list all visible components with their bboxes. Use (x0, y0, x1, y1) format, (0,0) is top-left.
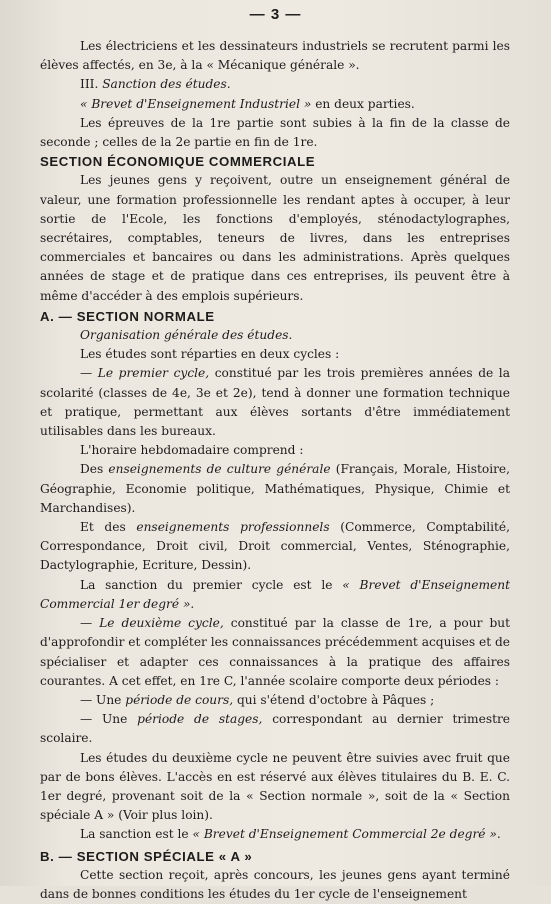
sanction-deuxieme-cycle-brevet: « Brevet d'Enseignement Commercial 2e degré ». (192, 827, 501, 842)
section-eco-heading: SECTION ÉCONOMIQUE COMMERCIALE (40, 154, 316, 170)
paragraph-deuxieme-cycle (40, 614, 510, 691)
page-number: — 3 — (249, 6, 302, 23)
sanction-subheading (40, 75, 510, 94)
brevet-industriel-title: « Brevet d'Enseignement Industriel » (80, 96, 312, 111)
culture-generale-text: (Français, Morale, Histoire, Géographie, Economie politique, Mathématiques, Physique, Chimie et Marchandises). (40, 462, 511, 515)
paragraph-cycles-intro: Les études sont réparties en deux cycles : (80, 347, 340, 362)
document-body (40, 37, 510, 904)
deuxieme-cycle-label: Le deuxième cycle, (99, 616, 224, 631)
paragraph-horaire: L'horaire hebdomadaire comprend : (80, 443, 304, 458)
premier-cycle-dash: — (80, 366, 93, 381)
deuxieme-cycle-dash: — (80, 616, 93, 631)
section-normale-heading: A. — SECTION NORMALE (40, 308, 215, 324)
culture-generale-des: Des (80, 462, 104, 477)
periode-cours-text: qui s'étend d'octobre à Pâques ; (236, 692, 435, 707)
professionnels-label: enseignements professionnels (136, 520, 330, 535)
deuxieme-cycle-text: constitué par la classe de 1re, a pour but d'approfondir et compléter les connaissances précédemment acquises et de spécialiser et adapter ces connaissances à la pratique des affaires courantes. A cet effet, en 1re C, l'année scolaire comporte deux périodes : (40, 616, 511, 688)
sanction-premier-cycle-brevet: « Brevet d'Enseignement Commercial 1er degré ». (40, 577, 510, 611)
premier-cycle-text: constitué par les trois premières années de la scolarité (classes de 4e, 3e et 2e), tend à donner une formation technique et pratique, permettant aux élèves sortants d'être immédiatement utilisables dans les bureaux. (40, 366, 510, 439)
periode-cours-dash: — Une (80, 692, 122, 707)
section-speciale-heading: B. — SECTION SPÉCIALE « A » (40, 848, 253, 864)
paragraph-section-speciale: Cette section reçoit, après concours, les jeunes gens ayant terminé dans de bonnes conditions les études du 1er cycle de l'enseignement (40, 867, 510, 901)
paragraph-deuxieme-cycle-acces: Les études du deuxième cycle ne peuvent être suivies avec fruit que par de bons élèves. L'accès en est réservé aux élèves titulaires du B. E. C. 1er degré, provenant soit de la « Section normale », soit de la « Section spéciale A » (Voir plus loin). (40, 750, 510, 823)
sanction-premier-cycle-text: La sanction du premier cycle est le (80, 577, 333, 592)
paragraph-culture-generale (40, 460, 510, 518)
periode-stages-dash: — Une (80, 712, 128, 727)
sanction-number: III. (80, 77, 99, 92)
organisation-title: Organisation générale des études. (80, 328, 293, 343)
periode-stages-text: correspondant au dernier trimestre scolaire. (40, 712, 511, 746)
paragraph-periode-cours (40, 691, 510, 710)
periode-stages-label: période de stages, (137, 712, 263, 727)
culture-generale-label: enseignements de culture générale (108, 462, 331, 477)
paragraph-electriciens: Les électriciens et les dessinateurs industriels se recrutent parmi les élèves affectés, en 3e, à la « Mécanique générale ». (40, 39, 510, 73)
sanction-deuxieme-cycle-text: La sanction est le (80, 827, 189, 842)
professionnels-text: (Commerce, Comptabilité, Correspondance, Droit civil, Droit commercial, Ventes, Sténographie, Dactylographie, Ecriture, Dessin). (40, 520, 511, 573)
paragraph-periode-stages (40, 710, 510, 748)
brevet-industriel-rest: en deux parties. (315, 96, 415, 111)
paragraph-professionnels (40, 518, 510, 576)
paragraph-sanction-premier-cycle (40, 576, 510, 614)
paragraph-sanction-deuxieme-cycle (40, 825, 510, 844)
paragraph-premier-cycle (40, 364, 510, 441)
paragraph-section-eco: Les jeunes gens y reçoivent, outre un enseignement général de valeur, une formation professionnelle les rendant aptes à occuper, à leur sortie de l'Ecole, les fonctions d'employés, sténodactylographes, secrétaires, comptables, teneurs de livres, dans les entreprises commerciales et bancaires ou dans les administrations. Après quelques années de stage et de pratique dans ces entreprises, ils peuvent être à même d'accéder à des emplois supérieurs. (40, 173, 510, 303)
premier-cycle-label: Le premier cycle, (97, 366, 210, 381)
organisation-title-line (40, 326, 510, 345)
brevet-industriel-line (40, 95, 510, 114)
professionnels-et-des: Et des (80, 520, 126, 535)
sanction-title: Sanction des études. (102, 77, 231, 92)
paragraph-epreuves: Les épreuves de la 1re partie sont subies à la fin de la classe de seconde ; celles de la 2e partie en fin de 1re. (40, 115, 510, 150)
periode-cours-label: période de cours, (125, 692, 234, 707)
